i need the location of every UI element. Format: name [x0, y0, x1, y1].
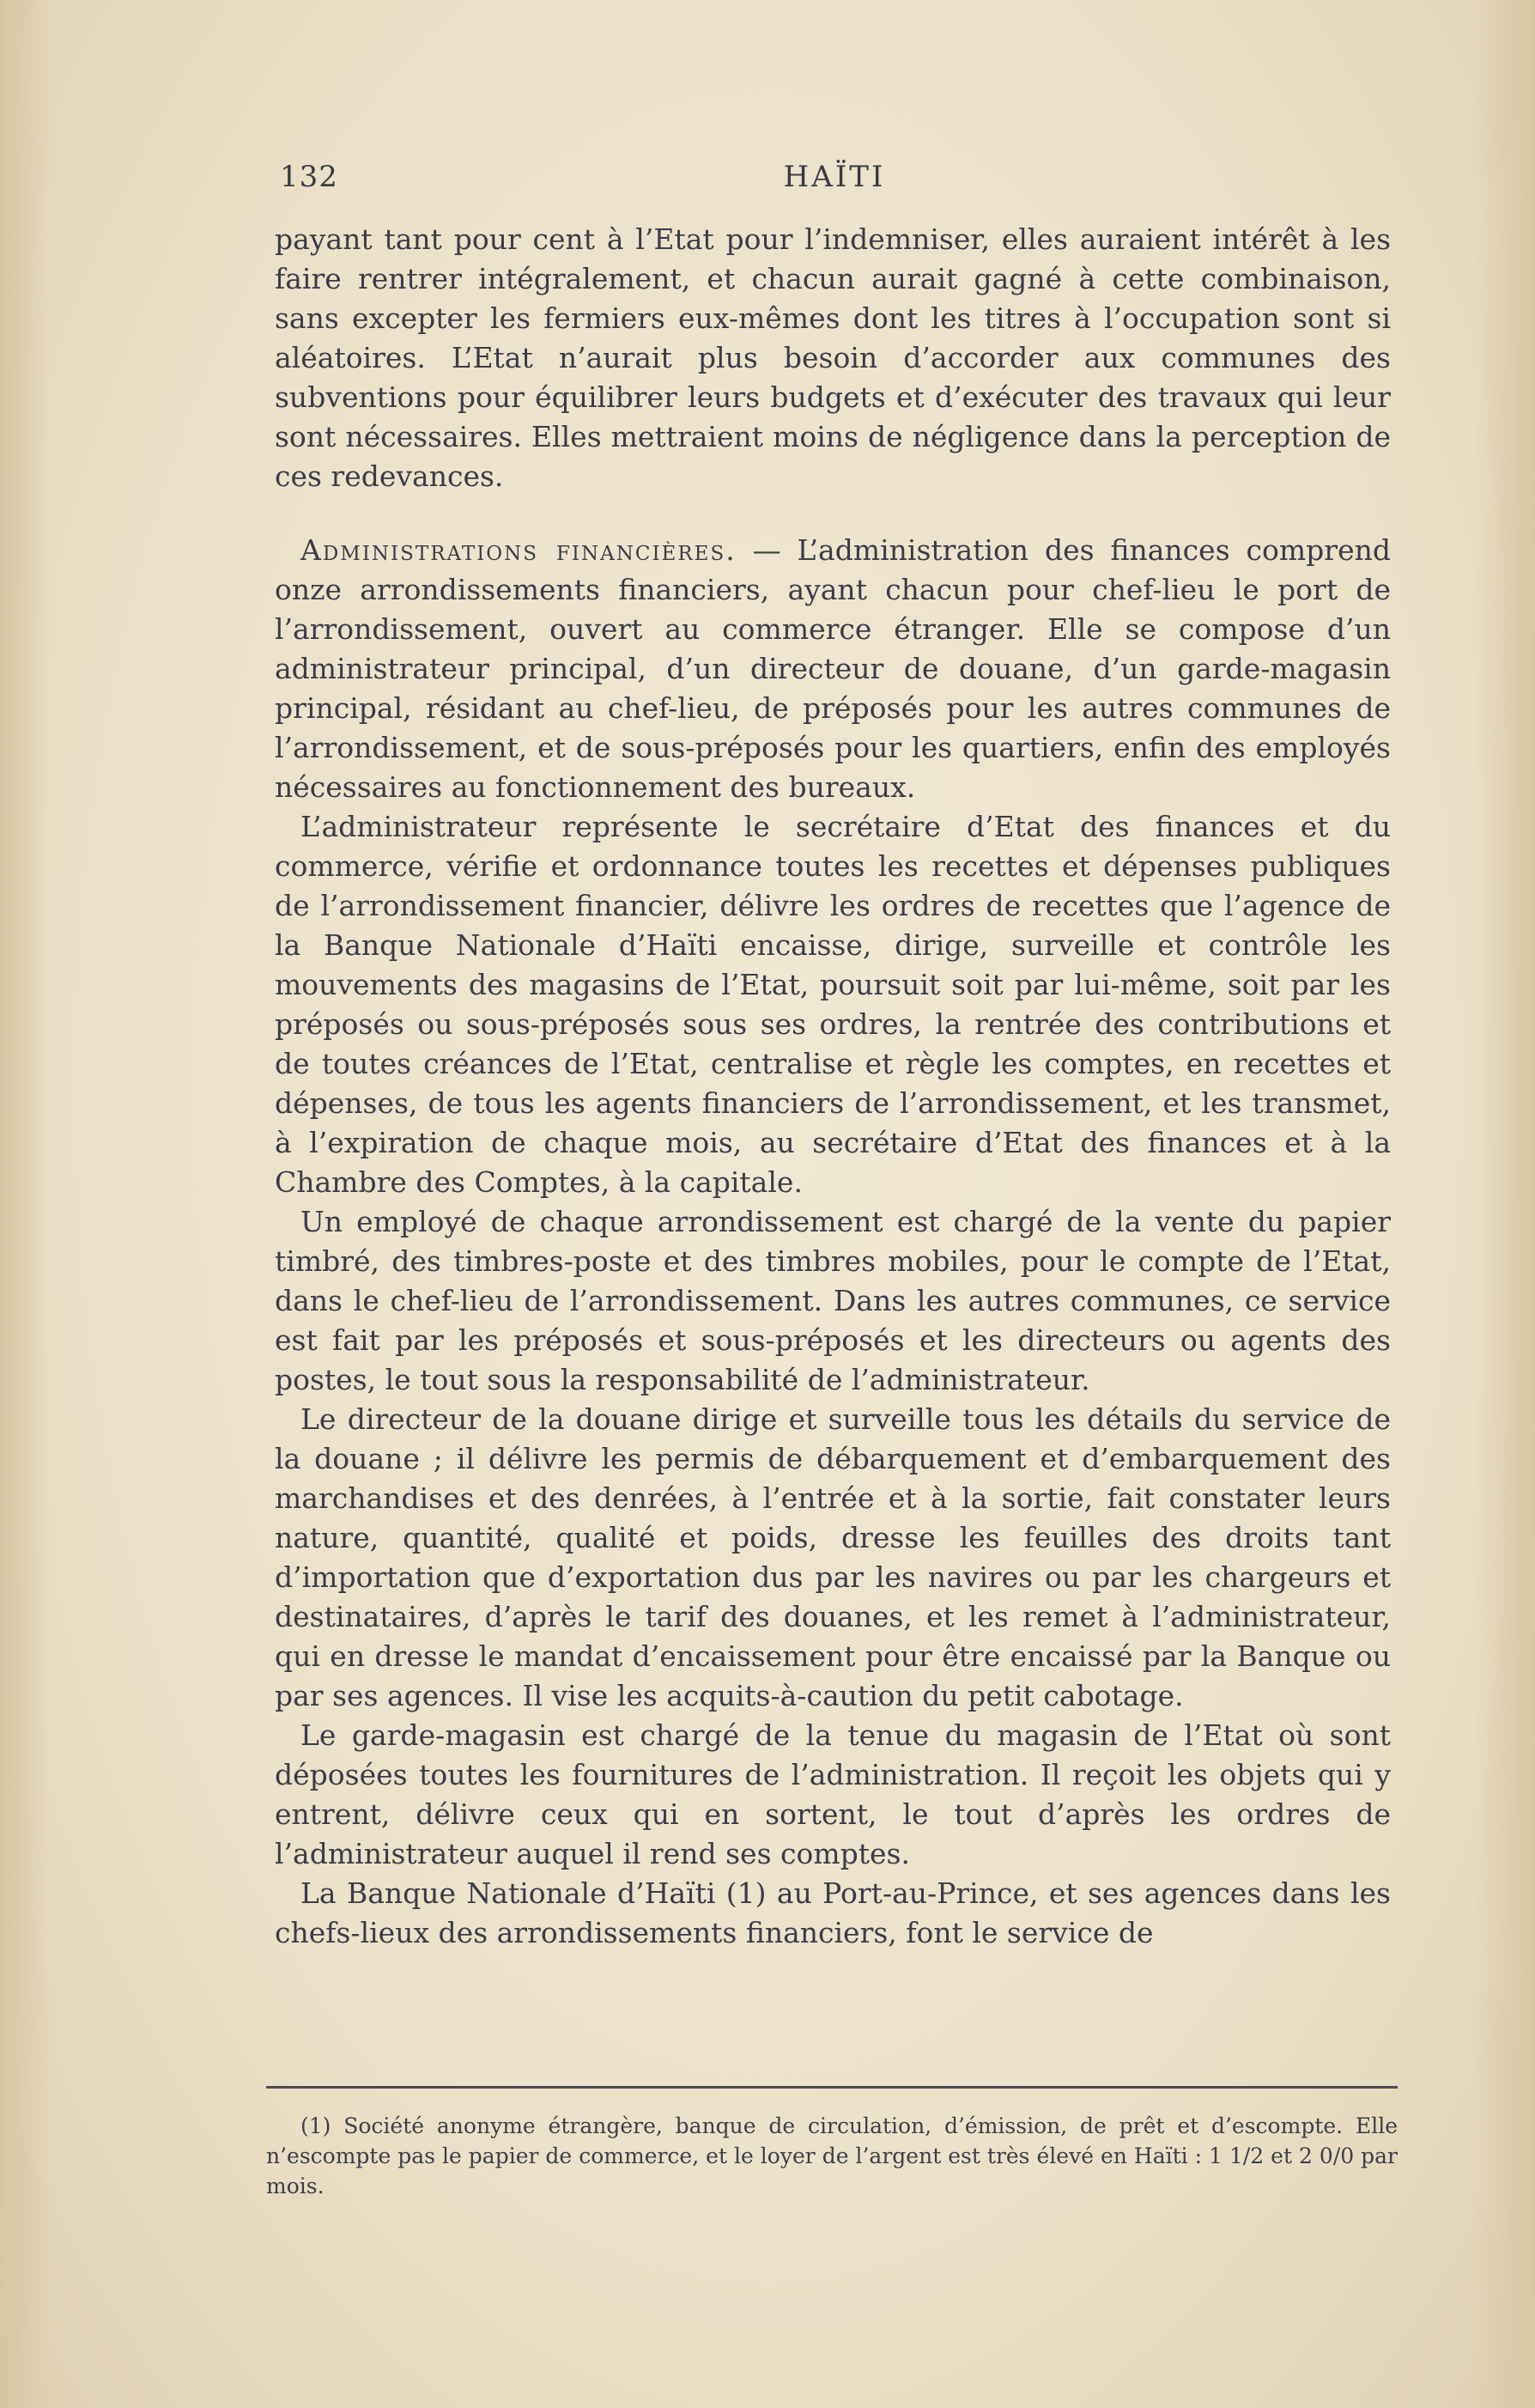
- paragraph-administrateur: L’administrateur représente le secrétaire d’Etat des finances et du commerce, vérifie et ordonnance toutes les recettes et dépenses publiques de l’arrondissement financier, délivre les ordres de recettes que l’agence de la Banque Nationale d’Haïti encaisse, dirige, surveille et contrôle les mouvements des magasins de l’Etat, poursuit soit par lui-même, soit par les préposés ou sous-préposés sous ses ordres, la rentrée des contributions et de toutes créances de l’Etat, centralise et règle les comptes, en recettes et dépenses, de tous les agents financiers de l’arrondissement, et les transmet, à l’expiration de chaque mois, au secrétaire d’Etat des finances et à la Chambre des Comptes, à la capitale.: [275, 810, 1391, 1199]
- paragraph-administrations-financieres: [275, 531, 1391, 807]
- paragraph-continuation: payant tant pour cent à l’Etat pour l’indemniser, elles auraient intérêt à les faire rentrer intégralement, et chacun aurait gagné à cette combinaison, sans excepter les fermiers eux-mêmes dont les titres à l’occupation sont si aléatoires. L’Etat n’aurait plus besoin d’accorder aux communes des subventions pour équilibrer leurs budgets et d’exécuter des travaux qui leur sont nécessaires. Elles mettraient moins de négligence dans la perception de ces redevances.: [275, 222, 1391, 493]
- body-text: [275, 220, 1391, 1953]
- page-edge-right: [1475, 0, 1535, 2408]
- page-header: [280, 160, 1389, 201]
- page-number: 132: [280, 160, 338, 194]
- paragraph-garde-magasin: Le garde-magasin est chargé de la tenue du magasin de l’Etat où sont déposées toutes les fournitures de l’administration. Il reçoit les objets qui y entrent, délivre ceux qui en sortent, le tout d’après les ordres de l’administrateur auquel il rend ses comptes.: [275, 1718, 1391, 1870]
- footnote-divider: [266, 2086, 1398, 2089]
- paragraph-banque-nationale: La Banque Nationale d’Haïti (1) au Port-au-Prince, et ses agences dans les chefs-lieux des arrondissements financiers, font le service de: [275, 1876, 1391, 1949]
- footnote-text: (1) Société anonyme étrangère, banque de circulation, d’émission, de prêt et d’escompte. Elle n’escompte pas le papier de commerce, et le loyer de l’argent est très élevé en Haïti : 1 1/2 et 2 0/0 par mois.: [266, 2113, 1398, 2198]
- paragraph-directeur-douane: Le directeur de la douane dirige et surveille tous les détails du service de la douane ; il délivre les permis de débarquement et d’embarquement des marchandises et des denrées, à l’entrée et à la sortie, fait constater leurs nature, quantité, qualité et poids, dresse les feuilles des droits tant d’importation que d’exportation dus par les navires ou par les chargeurs et destinataires, d’après le tarif des douanes, et les remet à l’administrateur, qui en dresse le mandat d’encaissement pour être encaissé par la Banque ou par ses agences. Il vise les acquits-à-caution du petit cabotage.: [275, 1402, 1391, 1712]
- running-title: HAÏTI: [783, 160, 886, 194]
- paragraph-text: — L’administration des finances comprend onze arrondissements financiers, ayant chacun pour chef-lieu le port de l’arrondissement, ouvert au commerce étranger. Elle se compose d’un administrateur principal, d’un directeur de douane, d’un garde-magasin principal, résidant au chef-lieu, de préposés pour les autres communes de l’arrondissement, et de sous-préposés pour les quartiers, enfin des employés nécessaires au fonctionnement des bureaux.: [275, 533, 1391, 804]
- section-heading: Administrations financières.: [300, 533, 737, 567]
- paragraph-employe: Un employé de chaque arrondissement est chargé de la vente du papier timbré, des timbres-poste et des timbres mobiles, pour le compte de l’Etat, dans le chef-lieu de l’arrondissement. Dans les autres communes, ce service est fait par les préposés et sous-préposés et les directeurs ou agents des postes, le tout sous la responsabilité de l’administrateur.: [275, 1205, 1391, 1396]
- footnote: [266, 2111, 1398, 2201]
- page-edge-left: [0, 0, 52, 2408]
